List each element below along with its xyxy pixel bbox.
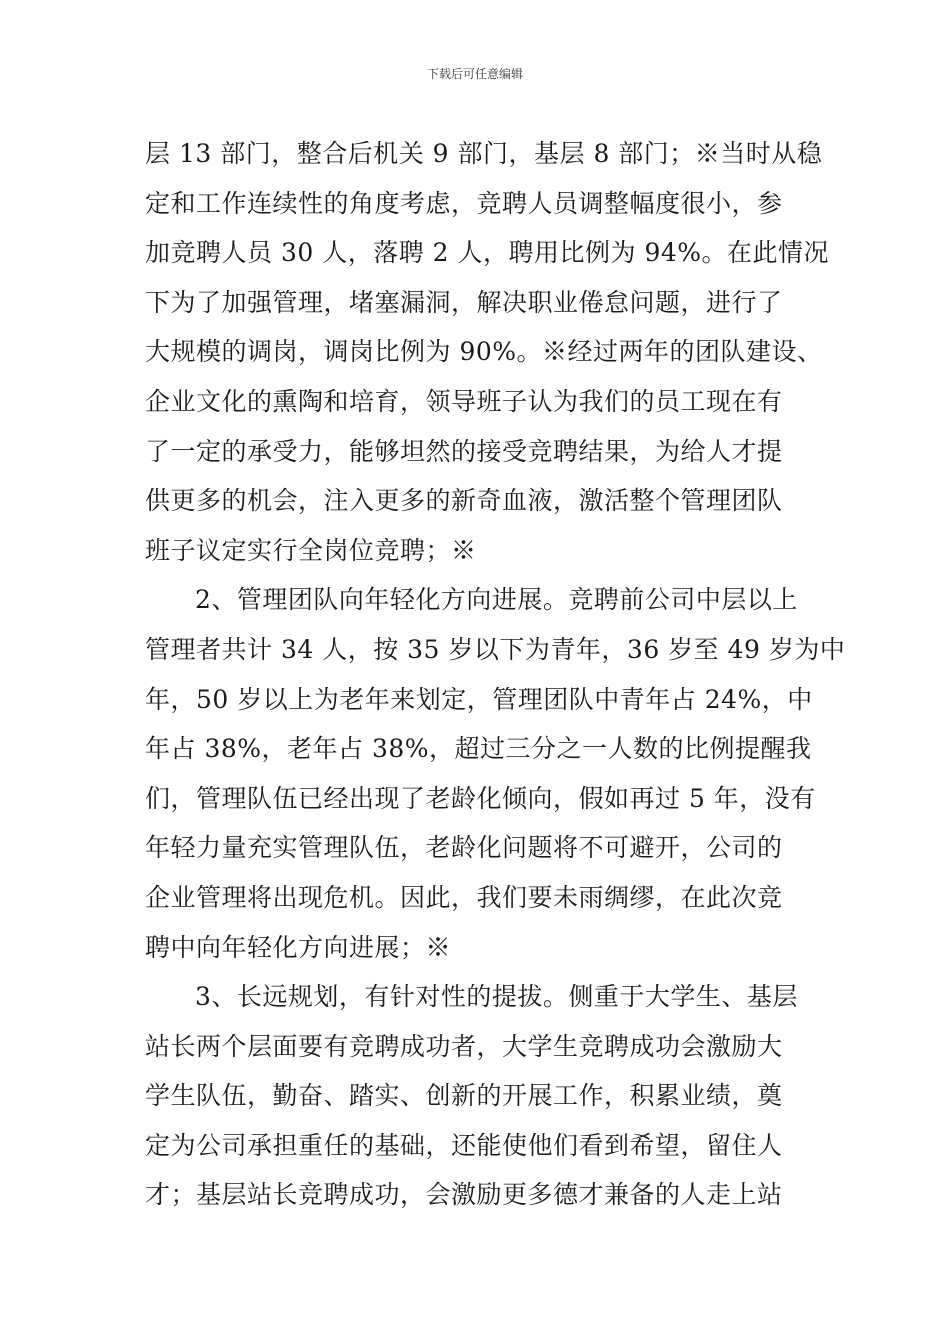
text-line: 层 13 部门，整合后机关 9 部门，基层 8 部门；※当时从稳 (145, 139, 823, 168)
text-line: 了一定的承受力，能够坦然的接受竞聘结果，为给人才提 (145, 436, 783, 466)
paragraph-start-line: 3、长远规划，有针对性的提拔。侧重于大学生、基层 (195, 982, 798, 1012)
document-body (145, 129, 846, 1220)
text-line: 定为公司承担重任的基础，还能使他们看到希望，留住人 (145, 1130, 783, 1160)
text-line: 站长两个层面要有竞聘成功者，大学生竞聘成功会激励大 (145, 1031, 783, 1061)
text-line: 管理者共计 34 人，按 35 岁以下为青年，36 岁至 49 岁为中 (145, 634, 846, 664)
text-line: 加竞聘人员 30 人，落聘 2 人，聘用比例为 94%。在此情况 (145, 238, 830, 268)
text-line: 供更多的机会，注入更多的新奇血液，激活整个管理团队 (145, 486, 783, 516)
text-line: 大规模的调岗，调岗比例为 90%。※经过两年的团队建设、 (145, 337, 823, 367)
text-line: 企业文化的熏陶和培育，领导班子认为我们的员工现在有 (145, 386, 783, 416)
text-line: 们，管理队伍已经出现了老龄化倾向，假如再过 5 年，没有 (145, 783, 816, 813)
text-line: 年占 38%，老年占 38%，超过三分之一人数的比例提醒我 (145, 734, 812, 764)
text-line: 定和工作连续性的角度考虑，竞聘人员调整幅度很小，参 (145, 188, 783, 218)
paragraph-start-line: 2、管理团队向年轻化方向进展。竞聘前公司中层以上 (195, 585, 798, 615)
text-line: 聘中向年轻化方向进展；※ (145, 932, 452, 962)
text-line: 下为了加强管理，堵塞漏洞，解决职业倦怠问题，进行了 (145, 287, 783, 317)
text-line: 企业管理将出现危机。因此，我们要未雨绸缪，在此次竞 (145, 882, 783, 912)
text-line: 年，50 岁以上为老年来划定，管理团队中青年占 24%，中 (145, 684, 813, 714)
page-header: 下载后可任意编辑 (426, 67, 523, 81)
text-line: 才；基层站长竞聘成功，会激励更多德才兼备的人走上站 (145, 1180, 783, 1210)
text-line: 年轻力量充实管理队伍，老龄化问题将不可避开，公司的 (145, 833, 783, 863)
text-line: 班子议定实行全岗位竞聘；※ (145, 535, 477, 565)
text-line: 学生队伍，勤奋、踏实、创新的开展工作，积累业绩，奠 (145, 1081, 783, 1111)
